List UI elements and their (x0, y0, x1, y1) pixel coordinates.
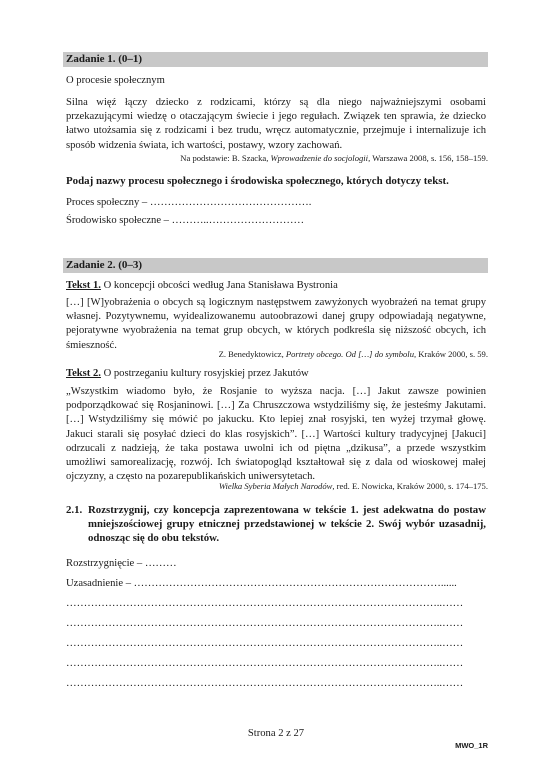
question-number: 2.1. (66, 504, 83, 516)
task1-instruction: Podaj nazwy procesu społecznego i środowiska społecznego, których dotyczy tekst. (66, 175, 449, 187)
task1-title: O procesie społecznym (66, 75, 165, 86)
text1-body: […] [W]yobrażenia o obcych są logicznym następstwem zawyżonych wyobrażeń na temat grupy własnej. Pozytywnemu, wyidealizowanemu autoobrazowi danej grupy odpowiadają negatywne, pejoratywne wyobrażenia na temat grup obcych, w których podkreśla się niższość obcych, ich śmieszność. (66, 297, 486, 351)
answer-line[interactable]: ……………………………………………………………………………………………..…… (66, 638, 464, 649)
text2-title: Tekst 2. O postrzeganiu kultury rosyjskiej przez Jakutów (66, 368, 309, 379)
task1-paragraph: Silna więź łączy dziecko z rodzicami, którzy są dla niego najważniejszymi osobami przekazującymi wiedzę o otaczającym świecie i jego regułach. Związek ten sprawia, że dziecko łatwo utożsamia się z rodzicami i bez trudu, wręcz automatycznie, przejmuje i internalizuje ich sposób widzenia świata, ich wartości, postawy, wzory zachowań. (66, 97, 486, 151)
text1-title: Tekst 1. O koncepcji obcości według Jana Stanisława Bystronia (66, 280, 338, 291)
page-number: Strona 2 z 27 (247, 728, 305, 739)
text2-source: Wielka Syberia Małych Narodów, red. E. Nowicka, Kraków 2000, s. 174–175. (218, 481, 488, 491)
task1-answer-environment[interactable]: Środowisko społeczne – ………..……………………… (66, 215, 305, 226)
text1-source: Z. Benedyktowicz, Portrety obcego. Od […] do symbolu, Kraków 2000, s. 59. (218, 349, 488, 359)
question-2-1 (66, 503, 486, 545)
justification-field[interactable]: Uzasadnienie – ……………………………………………………………………………...... (66, 578, 457, 589)
answer-line[interactable]: ……………………………………………………………………………………………..…… (66, 618, 464, 629)
decision-field[interactable]: Rozstrzygnięcie – ……… (66, 558, 177, 569)
answer-line[interactable]: ……………………………………………………………………………………………..…… (66, 598, 464, 609)
text2-label: Tekst 2. (66, 368, 101, 379)
task1-answer-process[interactable]: Proces społeczny – ………………………………………. (66, 197, 312, 208)
answer-line[interactable]: ……………………………………………………………………………………………..…… (66, 658, 464, 669)
text2-body: „Wszystkim wiadomo było, że Rosjanie to wyższa nacja. […] Jakut zawsze powinien podporządkować się Rosjaninowi. […] Za Chruszczowa wstydziliśmy się, że jesteśmy Jakutami. […] Wstydziliśmy się mówić po jakucku. Kto lepiej znał rosyjski, ten wyżej trzymał głowę. Jakuci starali się posyłać dzieci do klas rosyjskich”. […] Wartości kultury tradycyjnej [Jakuci] odrzucali z nadzieją, że taka postawa uwolni ich od piętna „dzikusa”, a przede wszystkim umożliwi samorealizację, rozwój. Ich światopogląd kształtował się z dala od wioskowej małej ojczyzny, a często na pozarepublikańskich uniwersytetach. (66, 386, 486, 483)
text1-label: Tekst 1. (66, 280, 101, 291)
task1-source-title: Wprowadzenie do socjologii (270, 153, 369, 163)
answer-line[interactable]: ……………………………………………………………………………………………..…… (66, 678, 464, 689)
exam-code: MWO_1R (455, 741, 488, 750)
task2-header: Zadanie 2. (0–3) (63, 258, 488, 273)
task1-source: Na podstawie: B. Szacka, Wprowadzenie do socjologii, Warszawa 2008, s. 156, 158–159. (180, 153, 488, 163)
task1-header: Zadanie 1. (0–1) (63, 52, 488, 67)
question-text: Rozstrzygnij, czy koncepcja zaprezentowana w tekście 1. jest adekwatna do postaw mniejszościowej grupy etnicznej przedstawionej w tekście 2. Swój wybór uzasadnij, odnosząc się do obu tekstów. (88, 504, 486, 544)
